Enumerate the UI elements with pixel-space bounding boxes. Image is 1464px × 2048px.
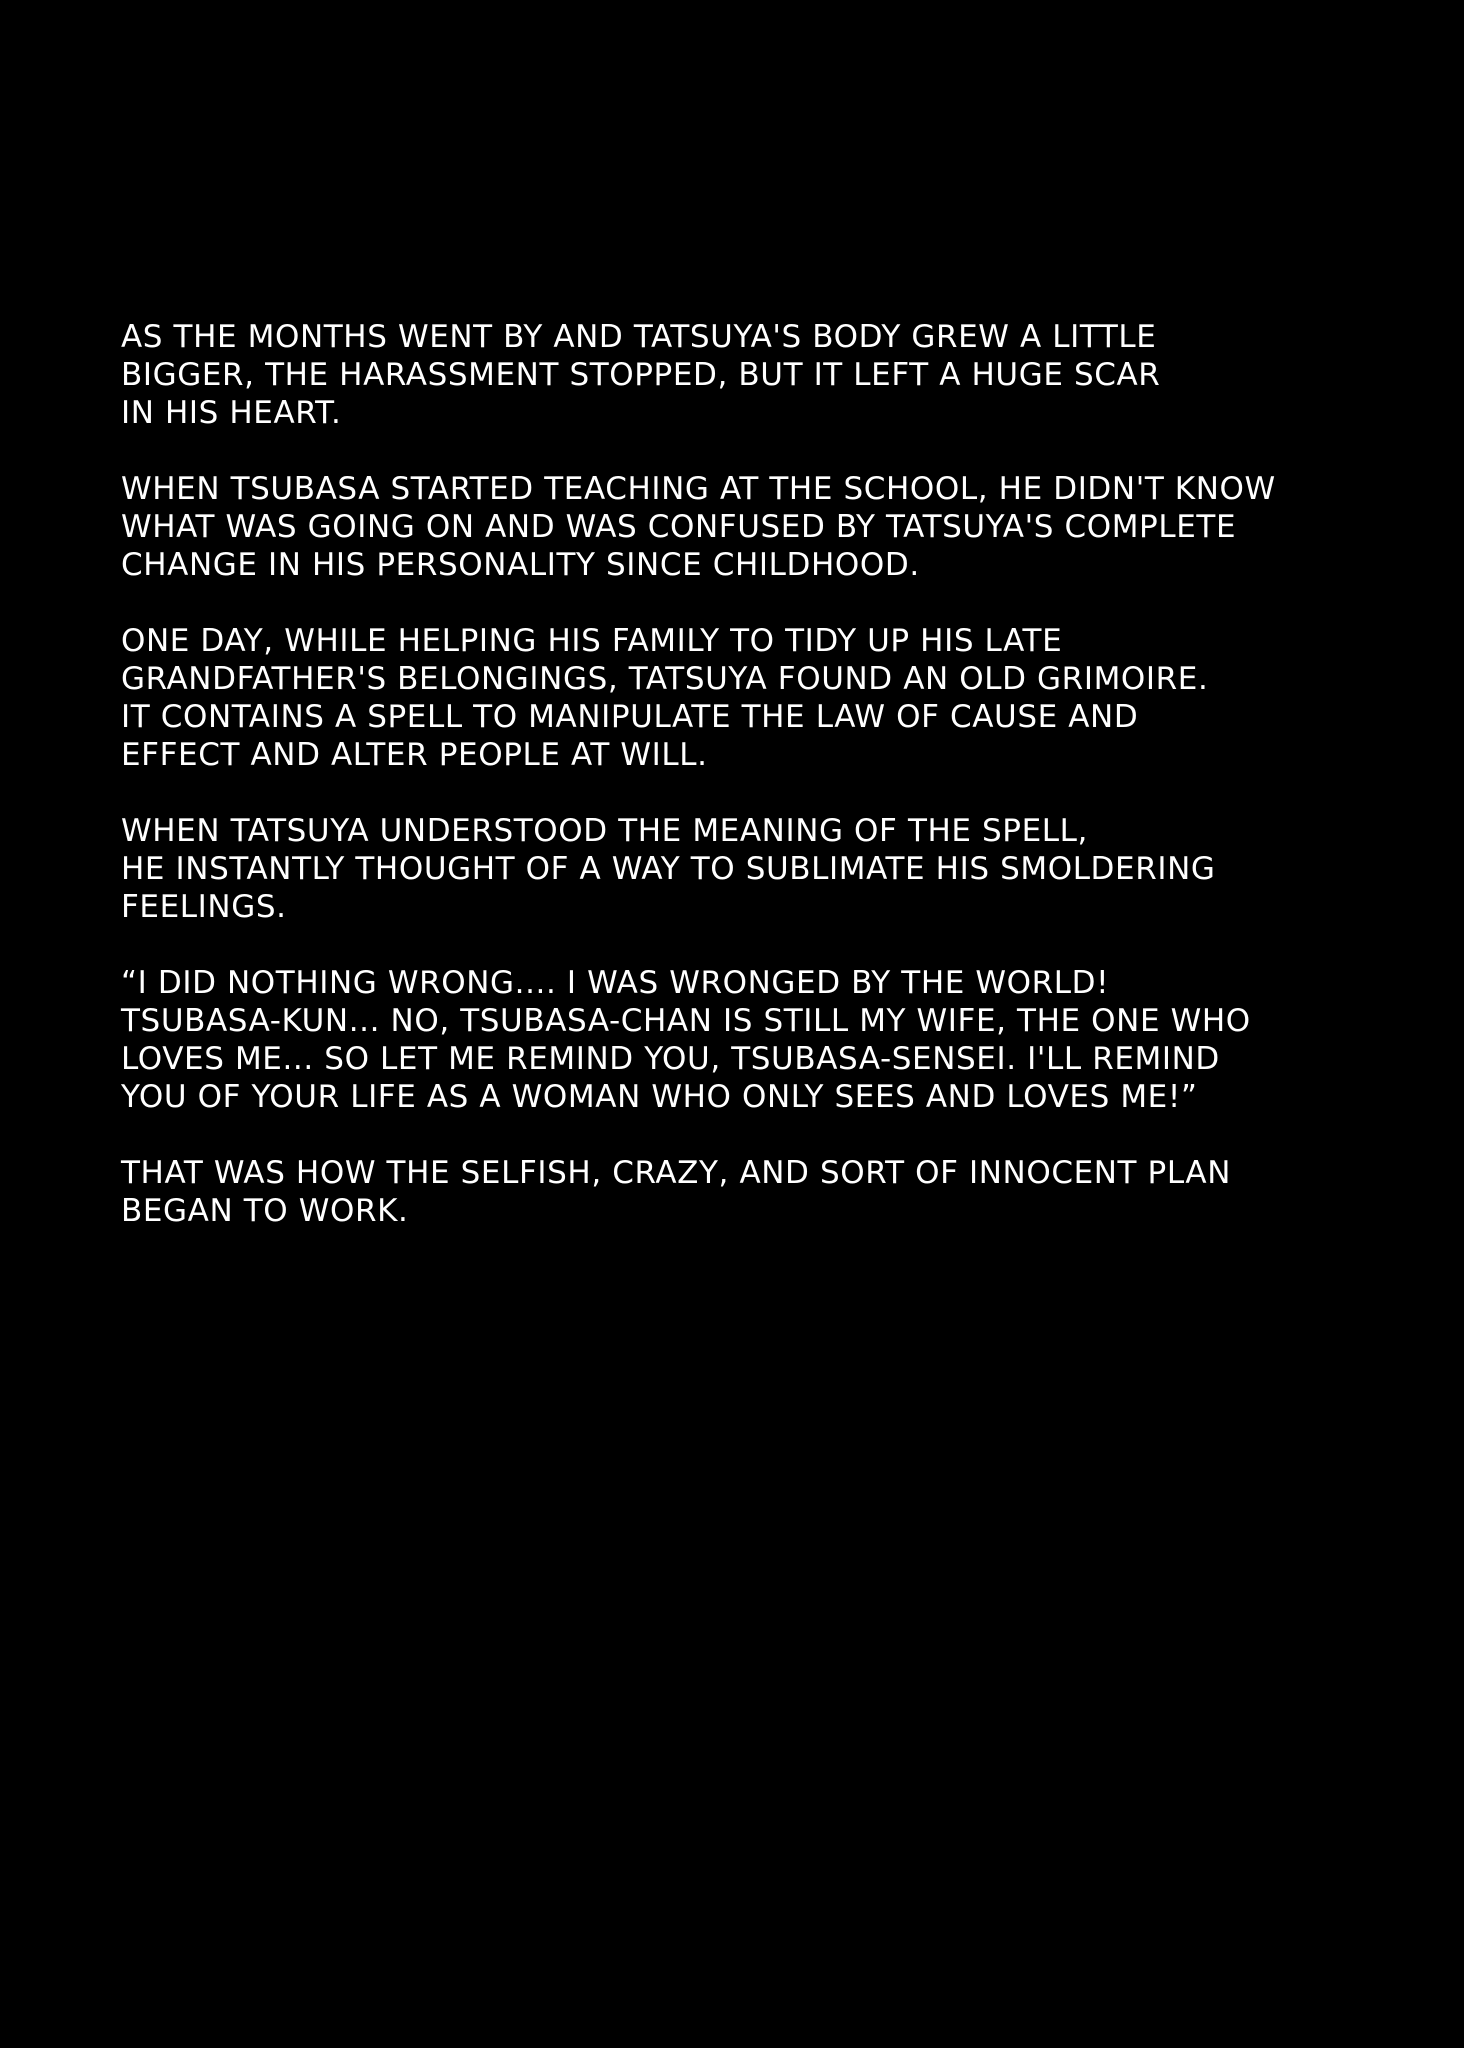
text-line: WHEN TSUBASA STARTED TEACHING AT THE SCHOOL, HE DIDN'T KNOW [121, 471, 1276, 507]
text-line: ONE DAY, WHILE HELPING HIS FAMILY TO TIDY UP HIS LATE [121, 623, 1063, 659]
text-line: TSUBASA-KUN... NO, TSUBASA-CHAN IS STILL MY WIFE, THE ONE WHO [121, 1003, 1251, 1039]
text-line: WHEN TATSUYA UNDERSTOOD THE MEANING OF THE SPELL, [121, 813, 1088, 849]
text-line: THAT WAS HOW THE SELFISH, CRAZY, AND SORT OF INNOCENT PLAN [121, 1155, 1232, 1191]
text-line: BEGAN TO WORK. [121, 1193, 409, 1229]
paragraph-5-quote [121, 964, 1361, 1116]
text-line: HE INSTANTLY THOUGHT OF A WAY TO SUBLIMATE HIS SMOLDERING [121, 851, 1216, 887]
text-line: IN HIS HEART. [121, 395, 342, 431]
text-line: CHANGE IN HIS PERSONALITY SINCE CHILDHOOD. [121, 547, 920, 583]
text-line: “I DID NOTHING WRONG.... I WAS WRONGED BY THE WORLD! [121, 965, 1110, 1001]
paragraph-4 [121, 812, 1361, 926]
text-line: IT CONTAINS A SPELL TO MANIPULATE THE LAW OF CAUSE AND [121, 699, 1139, 735]
paragraph-6 [121, 1154, 1361, 1230]
paragraph-1 [121, 318, 1361, 432]
text-line: AS THE MONTHS WENT BY AND TATSUYA'S BODY GREW A LITTLE [121, 319, 1157, 355]
text-line: GRANDFATHER'S BELONGINGS, TATSUYA FOUND AN OLD GRIMOIRE. [121, 661, 1209, 697]
narration-text-block [121, 318, 1361, 1268]
paragraph-2 [121, 470, 1361, 584]
text-line: LOVES ME... SO LET ME REMIND YOU, TSUBASA-SENSEI. I'LL REMIND [121, 1041, 1220, 1077]
text-line: EFFECT AND ALTER PEOPLE AT WILL. [121, 737, 708, 773]
text-line: BIGGER, THE HARASSMENT STOPPED, BUT IT LEFT A HUGE SCAR [121, 357, 1161, 393]
text-line: FEELINGS. [121, 889, 287, 925]
paragraph-3 [121, 622, 1361, 774]
text-line: YOU OF YOUR LIFE AS A WOMAN WHO ONLY SEES AND LOVES ME!” [121, 1079, 1198, 1115]
text-line: WHAT WAS GOING ON AND WAS CONFUSED BY TATSUYA'S COMPLETE [121, 509, 1237, 545]
